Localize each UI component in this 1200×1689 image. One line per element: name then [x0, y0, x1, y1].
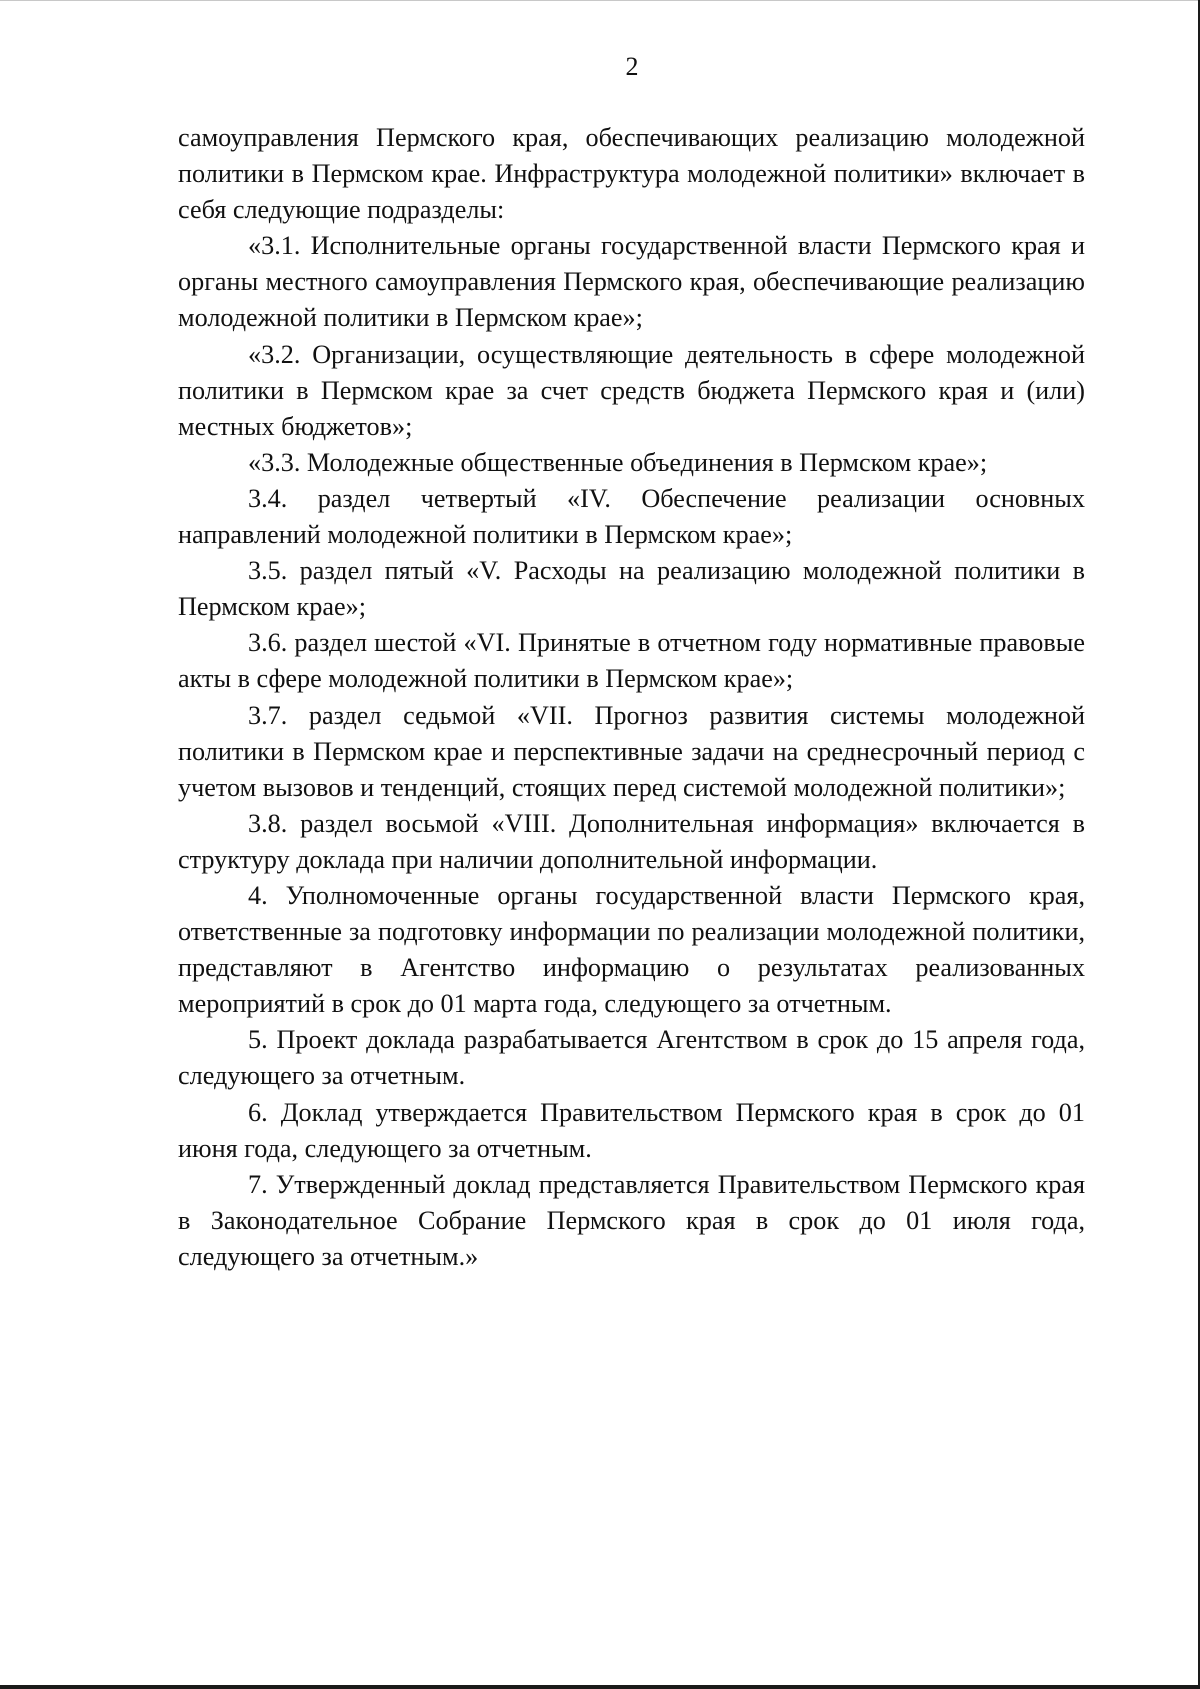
page-edge-top: [0, 0, 1200, 1]
paragraph-continuation: самоуправления Пермского края, обеспечивающих реализацию молодежной политики в Пермском крае. Инфраструктура молодежной политики» включает в себя следующие подразделы:: [178, 123, 1085, 225]
page-edge-bottom: [0, 1685, 1200, 1689]
paragraph-6: 6. Доклад утверждается Правительством Пермского края в срок до 01 июня года, следующего за отчетным.: [178, 1097, 1085, 1163]
paragraph-3-5: 3.5. раздел пятый «V. Расходы на реализацию молодежной политики в Пермском крае»;: [178, 556, 1085, 622]
paragraph-3-4: 3.4. раздел четвертый «IV. Обеспечение реализации основных направлений молодежной политики в Пермском крае»;: [178, 483, 1085, 550]
paragraph-4: 4. Уполномоченные органы государственной власти Пермского края, ответственные за подготовку информации по реализации молодежной политики, представляют в Агентство информацию о результатах реализованных мероприятий в срок до 01 марта года, следующего за отчетным.: [178, 880, 1085, 1019]
paragraph-7: 7. Утвержденный доклад представляется Правительством Пермского края в Законодательное Собрание Пермского края в срок до 01 июля года, следующего за отчетным.»: [178, 1169, 1085, 1271]
paragraph-3-7: 3.7. раздел седьмой «VII. Прогноз развития системы молодежной политики в Пермском крае и перспективные задачи на среднесрочный период с учетом вызовов и тенденций, стоящих перед системой молодежной политики»;: [178, 700, 1085, 802]
paragraph-3-3: «3.3. Молодежные общественные объединения в Пермском крае»;: [248, 447, 988, 477]
paragraph-3-8: 3.8. раздел восьмой «VIII. Дополнительная информация» включается в структуру доклада при наличии дополнительной информации.: [178, 808, 1085, 874]
paragraph-3-6: 3.6. раздел шестой «VI. Принятые в отчетном году нормативные правовые акты в сфере молодежной политики в Пермском крае»;: [178, 628, 1085, 694]
paragraph-5: 5. Проект доклада разрабатывается Агентством в срок до 15 апреля года, следующего за отчетным.: [178, 1025, 1085, 1091]
paragraph-3-1: «3.1. Исполнительные органы государственной власти Пермского края и органы местного самоуправления Пермского края, обеспечивающие реализацию молодежной политики в Пермском крае»;: [178, 231, 1085, 333]
page-number: 2: [625, 52, 639, 81]
document-body: [178, 120, 1085, 1275]
paragraph-3-2: «3.2. Организации, осуществляющие деятельность в сфере молодежной политики в Пермском крае за счет средств бюджета Пермского края и (или) местных бюджетов»;: [178, 339, 1085, 441]
